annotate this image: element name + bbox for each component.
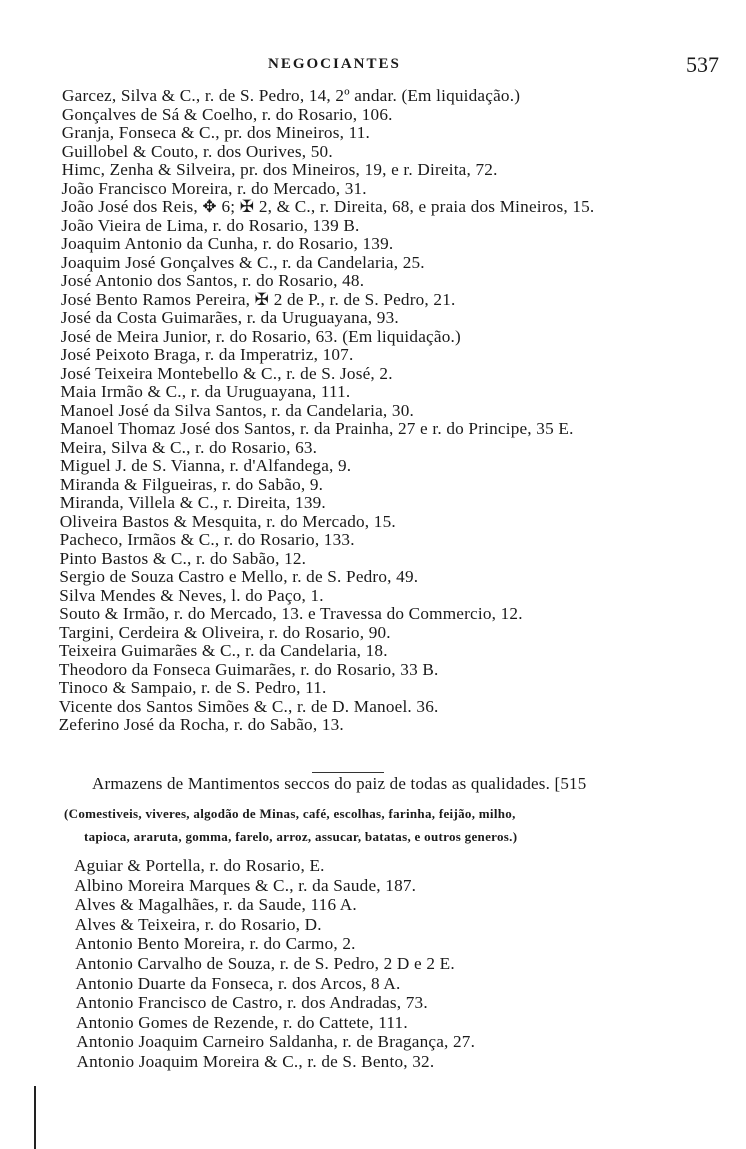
section-heading: Armazens de Mantimentos seccos do paiz de todas as qualidades. [515 [92,774,587,793]
list-entry: Antonio Bento Moreira, r. do Carmo, 2. [75,934,356,954]
list-entry: Albino Moreira Marques & C., r. da Saude, 187. [74,875,417,895]
list-entry: Silva Mendes & Neves, l. do Paço, 1. [59,585,324,605]
list-entry: Alves & Magalhães, r. da Saude, 116 A. [74,895,357,915]
list-entry: José Bento Ramos Pereira, ✠ 2 de P., r. de S. Pedro, 21. [60,289,456,309]
list-entry: Targini, Cerdeira & Oliveira, r. do Rosario, 90. [59,622,391,642]
list-entry: Vicente dos Santos Simões & C., r. de D. Manoel. 36. [58,696,439,716]
section-description-line-1: (Comestiveis, viveres, algodão de Minas, café, escolhas, farinha, feijão, milho, [64,806,516,821]
list-entry: Teixeira Guimarães & C., r. da Candelaria, 18. [59,641,388,660]
list-entry: Antonio Joaquim Moreira & C., r. de S. Bento, 32. [76,1052,435,1071]
list-entry: José da Costa Guimarães, r. da Uruguayana, 93. [60,308,399,327]
list-entry: Zeferino José da Rocha, r. do Sabão, 13. [58,715,344,734]
list-entry: João Francisco Moreira, r. do Mercado, 31. [61,178,367,198]
list-entry: Oliveira Bastos & Mesquita, r. do Mercado, 15. [59,511,396,531]
list-entry: Pinto Bastos & C., r. do Sabão, 12. [59,548,307,568]
list-entry: Joaquim Antonio da Cunha, r. do Rosario, 139. [61,234,394,253]
list-entry: João Vieira de Lima, r. do Rosario, 139 B. [61,215,360,235]
list-entry: Manoel José da Silva Santos, r. da Candelaria, 30. [60,400,414,420]
list-entry: Antonio Francisco de Castro, r. dos Andradas, 73. [75,993,428,1013]
list-entry: Manoel Thomaz José dos Santos, r. da Prainha, 27 e r. do Principe, 35 E. [60,419,574,438]
list-entry: Miranda & Filgueiras, r. do Sabão, 9. [59,474,324,494]
list-entry: Miranda, Villela & C., r. Direita, 139. [59,493,326,512]
list-entry: Antonio Gomes de Rezende, r. do Cattete, 111. [76,1012,408,1032]
section-divider-rule [312,772,384,773]
list-entry: Himc, Zenha & Silveira, pr. dos Mineiros, 19, e r. Direita, 72. [61,160,498,179]
page-header-title: NEGOCIANTES [268,56,401,72]
list-entry: Tinoco & Sampaio, r. de S. Pedro, 11. [58,678,327,697]
list-entry: Pacheco, Irmãos & C., r. do Rosario, 133. [59,530,355,549]
list-entry: Gonçalves de Sá & Coelho, r. do Rosario, 106. [61,104,393,124]
list-entry: Theodoro da Fonseca Guimarães, r. do Rosario, 33 B. [58,659,439,679]
page-number: 537 [686,52,719,77]
list-entry: José Teixeira Montebello & C., r. de S. José, 2. [60,363,393,383]
list-entry: Antonio Duarte da Fonseca, r. dos Arcos, 8 A. [75,973,401,993]
list-entry: Antonio Joaquim Carneiro Saldanha, r. de Bragança, 27. [76,1032,476,1052]
list-entry: Meira, Silva & C., r. do Rosario, 63. [60,437,318,457]
list-entry: José Peixoto Braga, r. da Imperatriz, 107. [60,345,354,364]
list-entry: Antonio Carvalho de Souza, r. de S. Pedro, 2 D e 2 E. [75,954,455,973]
section-description-line-2: tapioca, araruta, gomma, farelo, arroz, assucar, batatas, e outros generos.) [84,829,518,844]
list-entry: Aguiar & Portella, r. do Rosario, E. [74,856,325,875]
list-entry: João José dos Reis, ✥ 6; ✠ 2, & C., r. Direita, 68, e praia dos Mineiros, 15. [61,197,595,216]
list-entry: José Antonio dos Santos, r. do Rosario, 48. [61,271,365,290]
list-entry: Alves & Teixeira, r. do Rosario, D. [74,914,322,934]
margin-line [34,1086,36,1149]
list-entry: José de Meira Junior, r. do Rosario, 63. (Em liquidação.) [60,326,461,346]
list-entry: Guillobel & Couto, r. dos Ourives, 50. [61,141,333,161]
list-entry: Maia Irmão & C., r. da Uruguayana, 111. [60,382,351,401]
list-entry: Granja, Fonseca & C., pr. dos Mineiros, 11. [61,123,371,142]
list-entry: Souto & Irmão, r. do Mercado, 13. e Travessa do Commercio, 12. [59,604,523,623]
list-entry: Garcez, Silva & C., r. de S. Pedro, 14, 2º andar. (Em liquidação.) [62,86,521,105]
list-entry: Joaquim José Gonçalves & C., r. da Candelaria, 25. [61,252,425,272]
list-entry: Sergio de Souza Castro e Mello, r. de S. Pedro, 49. [59,567,419,586]
list-entry: Miguel J. de S. Vianna, r. d'Alfandega, 9. [60,456,352,475]
